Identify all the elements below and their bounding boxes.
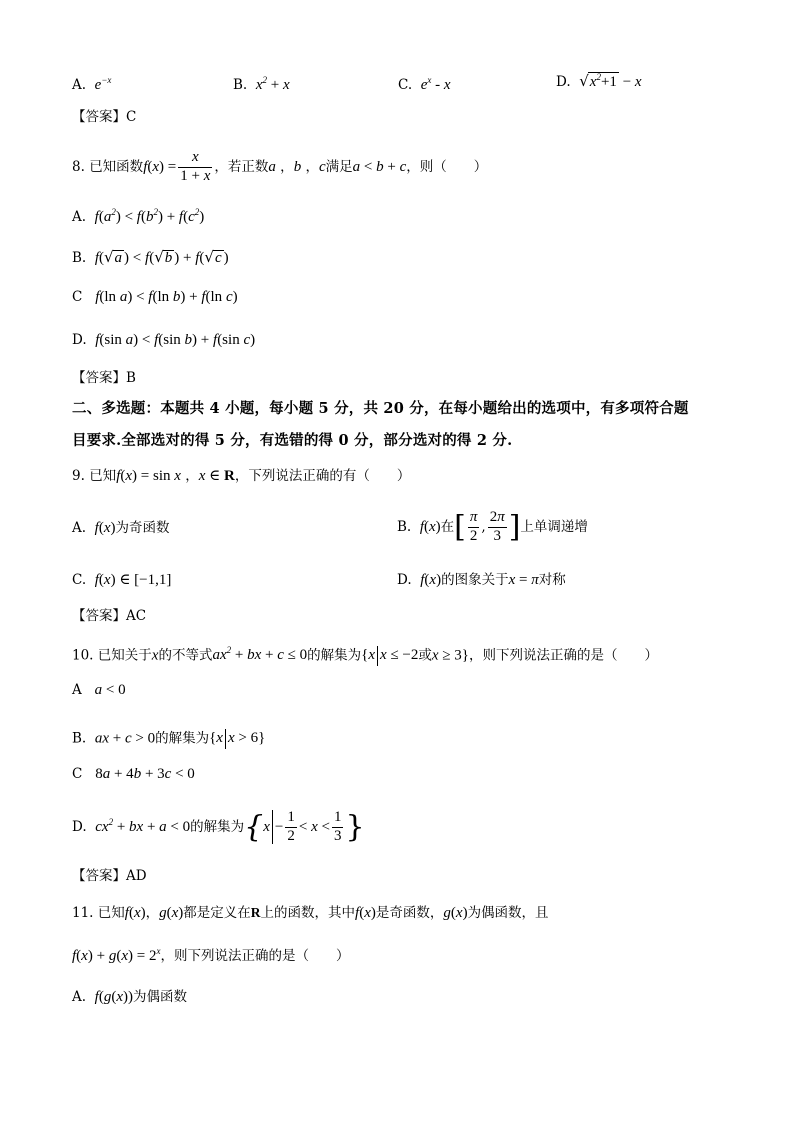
q8-stem: 8. 已知函数f(x) = $\frac{x}{1 + x}$ ，若正数a ，b ，c满足a < b + c，则（ ） xyxy=(72,149,488,184)
q10-option-c: C 8a + 4b + 3c < 0 xyxy=(72,766,195,782)
q11-stem: 11. 已知f(x)，g(x)都是定义在R上的函数，其中f(x)是奇函数，g(x)为偶函数，且 xyxy=(72,905,549,921)
q8-answer: 【答案】B xyxy=(72,370,136,386)
section-2-heading: 二、多选题：本题共 4 小题，每小题 5 分，共 20 分，在每小题给出的选项中，有多项符合题 xyxy=(72,400,689,417)
q10-option-a: A a < 0 xyxy=(72,682,126,698)
q11-option-a: A. f(g(x))为偶函数 xyxy=(72,989,187,1005)
q8-option-a: A. $f(a^2) < f(b^2) + f(c^2)$ xyxy=(72,207,205,225)
section-2-heading-cont: 目要求.全部选对的得 5 分，有选错的得 0 分，部分选对的得 2 分. xyxy=(72,432,513,449)
q10-answer: 【答案】AD xyxy=(72,868,147,884)
q7-option-d: D. $√x^2+1 - x$ xyxy=(556,72,642,90)
q11-stem-cont: $f(x) + g(x) = 2^x$，则下列说法正确的是（ ） xyxy=(72,946,350,964)
q7-option-a: A. $e^{-x}$ xyxy=(72,75,112,93)
q7-answer: 【答案】C xyxy=(72,109,137,125)
q7-option-c: C. $e^x$ - x xyxy=(398,75,451,93)
q10-stem: 10. 已知关于x的不等式$ax^2$ + bx + c ≤ 0的解集为{x x ≤ −2或x ≥ 3}，则下列说法正确的是（ ） xyxy=(72,646,658,666)
q10-option-d: D. $cx^2$ + bx + a < 0的解集为{x − $\frac{1}{2}$ < x < $\frac{1}{3}$ } xyxy=(72,809,365,845)
q8-option-c: C f(ln a) < f(ln b) + f(ln c) xyxy=(72,289,238,305)
q8-option-d: D. f(sin a) < f(sin b) + f(sin c) xyxy=(72,332,256,348)
q7-option-b: B. $x^2 + x$ xyxy=(233,75,290,93)
q9-option-c: C. f(x) ∈ [−1,1] xyxy=(72,572,172,588)
q9-answer: 【答案】AC xyxy=(72,608,147,624)
q9-option-b: B. f(x)在[ $\frac{\pi}{2}$ , $\frac{2\pi}{3}$ ]上单调递增 xyxy=(397,509,588,545)
q9-option-d: D. f(x)的图象关于x = π对称 xyxy=(397,572,566,588)
q9-stem: 9. 已知f(x) = sin x ，x ∈ R，下列说法正确的有（ ） xyxy=(72,468,411,484)
q10-option-b: B. ax + c > 0的解集为{x x > 6} xyxy=(72,729,265,749)
q9-option-a: A. f(x)为奇函数 xyxy=(72,520,170,536)
q8-option-b: B. f(√a ) < f(√b ) + f(√c ) xyxy=(72,248,229,266)
